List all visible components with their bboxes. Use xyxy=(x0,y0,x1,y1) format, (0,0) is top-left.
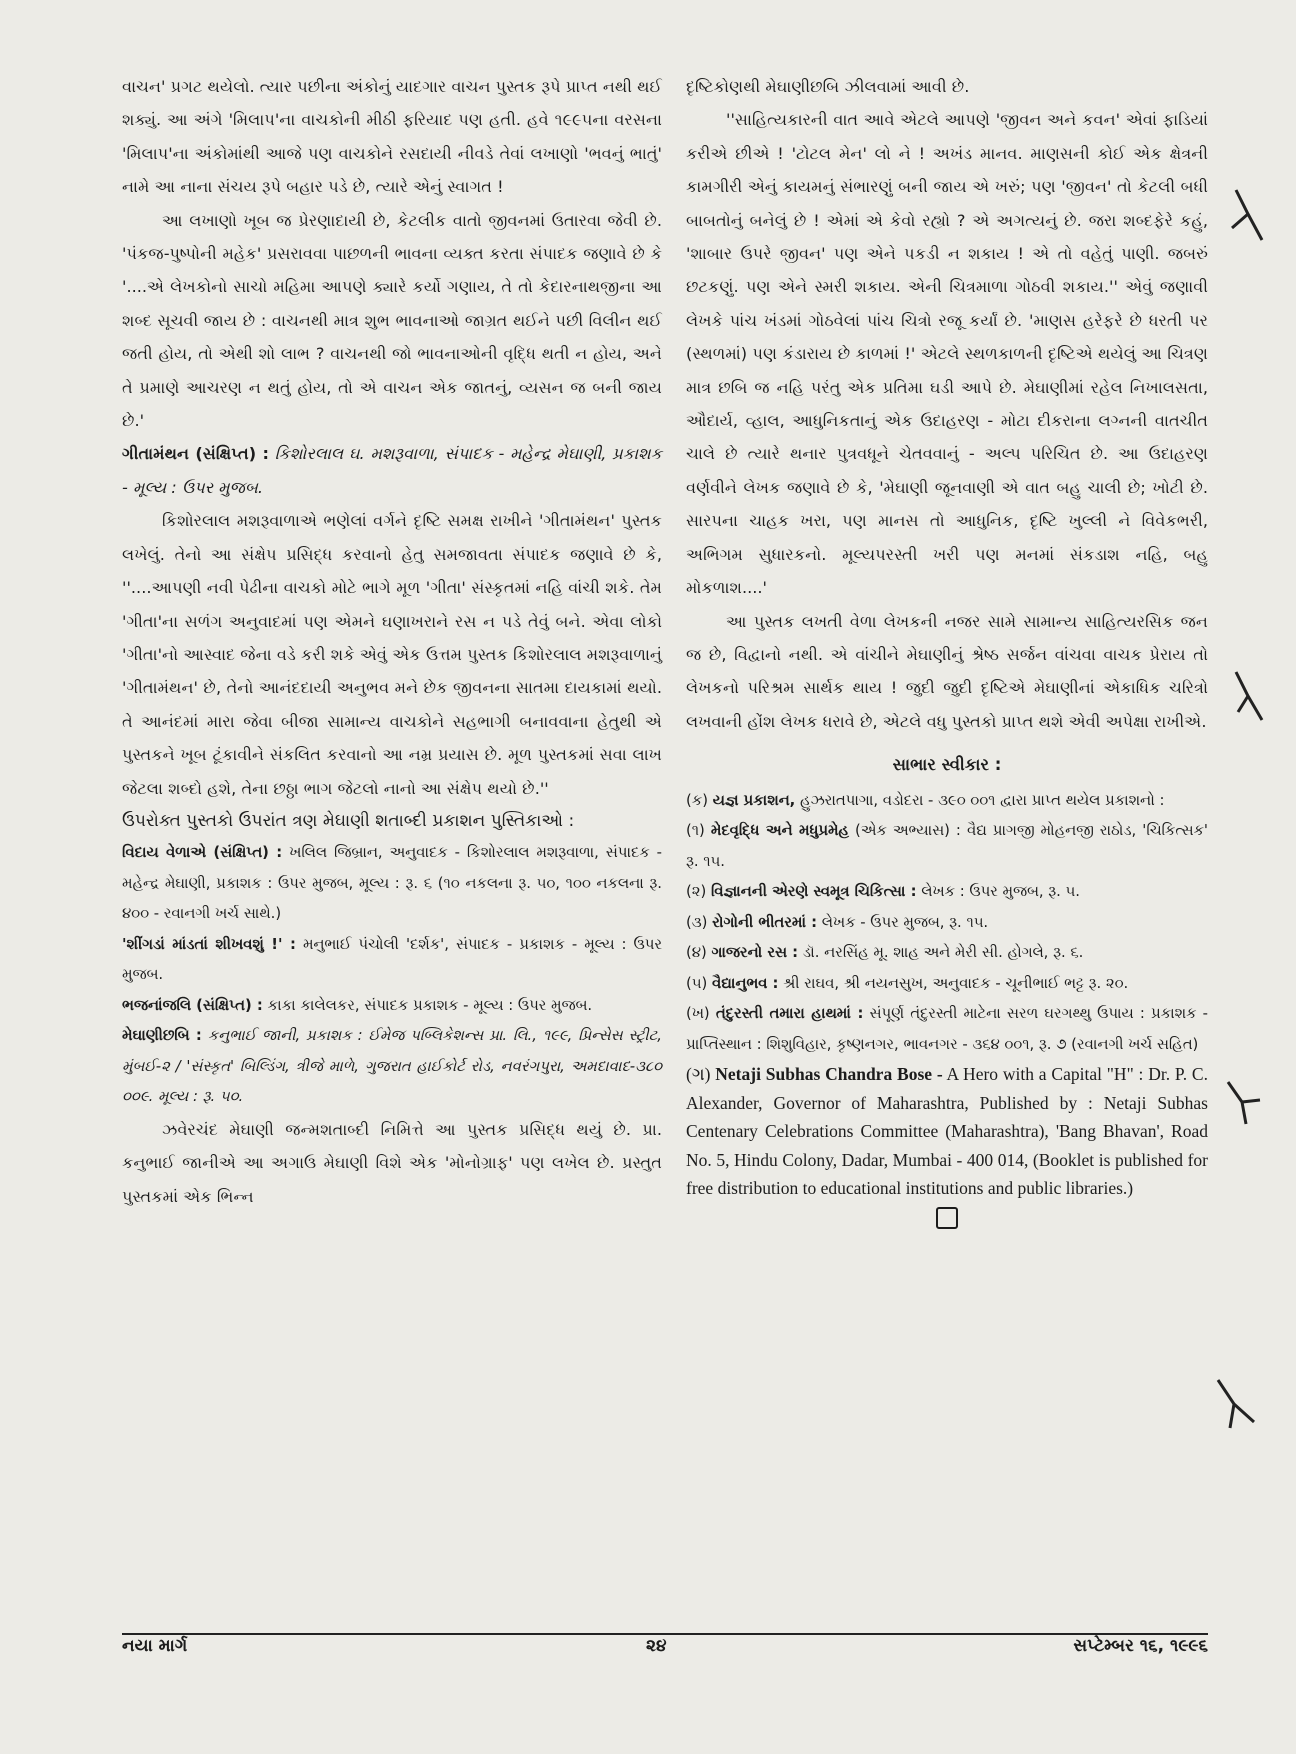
acknowledgement-entry xyxy=(686,1060,1208,1203)
item-number: (૩) xyxy=(686,913,713,931)
item-number: (૫) xyxy=(686,974,712,992)
entry-marker: (ખ) xyxy=(686,1005,716,1023)
paragraph: દૃષ્ટિકોણથી મેઘાણીછબિ ઝીલવામાં આવી છે. xyxy=(686,77,970,96)
item-number: (૨) xyxy=(686,883,711,901)
entry-details: સંપૂર્ણ તંદુરસ્તી માટેના સરળ ઘરગથ્થુ ઉપાય : પ્રકાશક - પ્રાપ્તિસ્થાન : શિશુવિહાર, કૃષ્ણનગર, ભાવનગર - ૩૬૪ ૦૦૧, રૂ. ૭ (રવાનગી ખર્ચ સહિત) xyxy=(686,1005,1208,1053)
acknowledgement-item xyxy=(686,816,1208,877)
book-title: મેઘાણીછબિ : xyxy=(122,1027,202,1045)
hollow-square-icon xyxy=(936,1207,958,1229)
book-details: કનુભાઈ જાની, પ્રકાશક : ઈમેજ પબ્લિકેશન્સ પ્રા. લિ., ૧૯૯, પ્રિન્સેસ સ્ટ્રીટ, મુંબઈ-૨ / 'સંસ્કૃત' બિલ્ડિંગ, ત્રીજે માળે, ગુજરાત હાઈકોર્ટ રોડ, નવરંગપુરા, અમદાવાદ-૩૮૦ ૦૦૯. મૂલ્ય : રૂ. ૫૦. xyxy=(122,1027,662,1106)
entry-details: હુઝરાતપાગા, વડોદરા - ૩૯૦ ૦૦૧ દ્વારા પ્રાપ્ત થયેલ પ્રકાશનો : xyxy=(795,791,1165,809)
book-title: રોગોની ભીતરમાં : xyxy=(712,913,818,931)
paragraph: આ લખાણો ખૂબ જ પ્રેરણાદાયી છે, કેટલીક વાતો જીવનમાં ઉતારવા જેવી છે. 'પંકજ-પુષ્પોની મહેક' પ્રસરાવવા પાછળની ભાવના વ્યક્ત કરતા સંપાદક જણાવે છે કે '....એ લેખકોનો સાચો મહિમા આપણે ક્યારે કર્યો ગણાય, તે તો કેદારનાથજીના આ શબ્દ સૂચવી જાય છે : વાચનથી માત્ર શુભ ભાવનાઓ જાગ્રત થઈને પછી વિલીન થઈ જતી હોય, તો એથી શો લાભ ? વાચનથી જો ભાવનાઓની વૃદ્ધિ થતી ન હોય, અને તે પ્રમાણે આચરણ ન થતું હોય, તો એ વાચન એક જાતનું, વ્યસન જ બની જાય છે.' xyxy=(122,210,662,431)
book-title: વૈદ્યાનુભવ : xyxy=(711,974,779,992)
book-details: મનુભાઈ પંચોલી 'દર્શક', સંપાદક - પ્રકાશક - મૂલ્ય : ઉપર મુજબ. xyxy=(122,935,662,984)
left-column xyxy=(122,70,662,1213)
book-details: કિશોરલાલ ઘ. મશરૂવાળા, સંપાદક - મહેન્દ્ર મેઘાણી, પ્રકાશક - મૂલ્ય : ઉપર મુજબ. xyxy=(122,444,662,497)
footer-date: સપ્ટેમ્બર ૧૬, ૧૯૯૬ xyxy=(1073,1636,1208,1656)
footer-publication: નયા માર્ગ xyxy=(122,1636,188,1656)
book-title: ગીતામંથન (સંક્ષિપ્ત) : xyxy=(122,444,269,464)
binding-mark-icon xyxy=(1232,668,1268,728)
book-entry xyxy=(122,1021,662,1113)
binding-mark-icon xyxy=(1224,1080,1264,1130)
acknowledgement-item xyxy=(686,969,1208,1000)
acknowledgement-item xyxy=(686,938,1208,969)
page-number: ૨૪ xyxy=(646,1636,667,1656)
paragraph: આ પુસ્તક લખતી વેળા લેખકની નજર સામે સામાન્ય સાહિત્યરસિક જન જ છે, વિદ્વાનો નથી. એ વાંચીને મેઘાણીનું શ્રેષ્ઠ સર્જન વાંચવા વાચક પ્રેરાય તો લેખકનો પરિશ્રમ સાર્થક થાય ! જુદી જુદી દૃષ્ટિએ મેઘાણીનાં એકાધિક ચરિત્રો લખવાની હોંશ લેખક ધરાવે છે, એટલે વધુ પુસ્તકો પ્રાપ્ત થશે એવી અપેક્ષા રાખીએ. xyxy=(686,611,1208,731)
entry-marker: (ગ) xyxy=(686,1064,716,1085)
book-details: કાકા કાલેલકર, સંપાદક પ્રકાશક - મૂલ્ય : ઉપર મુજબ. xyxy=(262,996,593,1014)
item-number: (૧) xyxy=(686,822,711,840)
book-details: ડૉ. નરસિંહ મૂ. શાહ અને મેરી સી. હોગલે, રૂ. ૬. xyxy=(798,944,1084,962)
acknowledgement-item xyxy=(686,877,1208,908)
book-entry xyxy=(122,930,662,991)
acknowledgement-entry xyxy=(686,786,1208,817)
book-title: વિજ્ઞાનની એરણે સ્વમૂત્ર ચિકિત્સા : xyxy=(710,883,917,901)
paragraph: ઝવેરચંદ મેઘાણી જન્મશતાબ્દી નિમિત્તે આ પુસ્તક પ્રસિદ્ધ થયું છે. પ્રા. કનુભાઈ જાનીએ આ અગાઉ મેઘાણી વિશે એક 'મોનોગ્રાફ' પણ લખેલ છે. પ્રસ્તુત પુસ્તકમાં એક ભિન્ન xyxy=(122,1119,662,1206)
book-details: શ્રી રાઘવ, શ્રી નયનસુખ, અનુવાદક - ચૂનીભાઈ ભટ્ટ રૂ. ૨૦. xyxy=(778,974,1129,992)
book-title: ભજનાંજલિ (સંક્ષિપ્ત) : xyxy=(122,996,263,1014)
book-details: લેખક - ઉપર મુજબ, રૂ. ૧૫. xyxy=(817,913,989,931)
book-title: તંદુરસ્તી તમારા હાથમાં : xyxy=(715,1005,864,1023)
publisher-name: યજ્ઞ પ્રકાશન, xyxy=(712,791,796,809)
acknowledgement-entry xyxy=(686,999,1208,1060)
paragraph: ઉપરોક્ત પુસ્તકો ઉપરાંત ત્રણ મેઘાણી શતાબ્દી પ્રકાશન પુસ્તિકાઓ : xyxy=(122,810,575,831)
paragraph: વાચન' પ્રગટ થયેલો. ત્યાર પછીના અંકોનું યાદગાર વાચન પુસ્તક રૂપે પ્રાપ્ત નથી થઈ શક્યું. આ અંગે 'મિલાપ'ના વાચકોની મીઠી ફરિયાદ પણ હતી. હવે ૧૯૯૫ના વરસના 'મિલાપ'ના અંકોમાંથી આજે પણ વાચકોને રસદાયી નીવડે તેવાં લખાણો 'ભવનું ભાતું' નામે આ નાના સંચય રૂપે બહાર પડે છે, ત્યારે એનું સ્વાગત ! xyxy=(122,77,663,197)
section-heading: સાભાર સ્વીકાર : xyxy=(892,755,1002,775)
binding-mark-icon xyxy=(1214,1378,1260,1434)
right-column xyxy=(686,70,1208,1229)
book-details: લેખક : ઉપર મુજબ, રૂ. ૫. xyxy=(916,883,1080,901)
book-title: Netaji Subhas Chandra Bose - xyxy=(715,1064,943,1085)
book-title: 'શીંગડાં માંડતાં શીખવશું !' : xyxy=(122,935,296,953)
book-entry xyxy=(122,437,662,504)
book-title: મેદવૃદ્ધિ અને મધુપ્રમેહ xyxy=(710,822,849,840)
binding-mark-icon xyxy=(1228,188,1268,248)
item-number: (૪) xyxy=(686,944,712,962)
footer-rule xyxy=(122,1633,1208,1635)
acknowledgement-list xyxy=(686,816,1208,999)
book-details: (એક અભ્યાસ) : વૈદ્ય પ્રાગજી મોહનજી રાઠોડ, 'ચિકિત્સક' રૂ. ૧૫. xyxy=(686,822,1209,870)
paragraph: કિશોરલાલ મશરૂવાળાએ ભણેલાં વર્ગને દૃષ્ટિ સમક્ષ રાખીને 'ગીતામંથન' પુસ્તક લખેલું. તેનો આ સંક્ષેપ પ્રસિદ્ધ કરવાનો હેતુ સમજાવતા સંપાદક જણાવે છે કે, ''....આપણી નવી પેઢીના વાચકો મોટે ભાગે મૂળ 'ગીતા' સંસ્કૃતમાં નહિ વાંચી શકે. તેમ 'ગીતા'ના સળંગ અનુવાદમાં પણ એમને ઘણાખરાને રસ ન પડે તેવું બને. એવા લોકો 'ગીતા'નો આસ્વાદ જેના વડે કરી શકે એવું એક ઉત્તમ પુસ્તક કિશોરલાલ મશરૂવાળાનું 'ગીતામંથન' છે, તેનો આનંદદાયી અનુભવ મને છેક જીવનના સાતમા દાયકામાં થયો. તે આનંદમાં મારા જેવા બીજા સામાન્ય વાચકોને સહભાગી બનાવવાના હેતુથી એ પુસ્તકને ખૂબ ટૂંકાવીને સંકલિત કરવાનો આ નમ્ર પ્રયાસ છે. મૂળ પુસ્તકમાં સવા લાખ જેટલા શબ્દો હશે, તેના છઠ્ઠા ભાગ જેટલો નાનો આ સંક્ષેપ થયો છે.'' xyxy=(122,511,662,798)
book-details: ખલિલ જિબ્રાન, અનુવાદક - કિશોરલાલ મશરૂવાળા, સંપાદક - મહેન્દ્ર મેઘાણી, પ્રકાશક : ઉપર મુજબ, મૂલ્ય : રૂ. ૬ (૧૦ નકલના રૂ. ૫૦, ૧૦૦ નકલના રૂ. ૪૦૦ - રવાનગી ખર્ચ સાથે.) xyxy=(122,844,662,923)
entry-details: A Hero with a Capital "H" : Dr. P. C. Alexander, Governor of Maharashtra, Published by : Netaji Subhas Centenary Celebrations Committee (Maharashtra), 'Bang Bhavan', Road No. 5, Hindu Colony, Dadar, Mumbai - 400 014, (Booklet is published for free distribution to educational institutions and public libraries.) xyxy=(686,1064,1208,1199)
book-title: ગાજરનો રસ : xyxy=(711,944,799,962)
entry-marker: (ક) xyxy=(686,791,713,809)
book-entry xyxy=(122,991,662,1022)
paragraph: ''સાહિત્યકારની વાત આવે એટલે આપણે 'જીવન અને કવન' એવાં ફાડિયાં કરીએ છીએ ! 'ટોટલ મેન' લો ને ! અખંડ માનવ. માણસની કોઈ એક ક્ષેત્રની કામગીરી એનું કાયમનું સંભારણું બની જાય એ ખરું; પણ 'જીવન' તો કેટલી બધી બાબતોનું બનેલું છે ! એમાં એ કેવો રહ્યો ? એ અગત્યનું છે. જરા શબ્દફેરે કહું, 'શાબાર ઉપરે જીવન' પણ એને પકડી ન શકાય ! એ તો વહેતું પાણી. જબરું છટકણું. પણ એને સ્મરી શકાય. એની ચિત્રમાળા ગોઠવી શકાય.'' એવું જણાવી લેખકે પાંચ ખંડમાં ગોઠવેલાં પાંચ ચિત્રો રજૂ કર્યાં છે. 'માણસ હરેફરે છે ધરતી પર (સ્થળમાં) પણ કંડારાય છે કાળમાં !' એટલે સ્થળકાળની દૃષ્ટિએ થયેલું આ ચિત્રણ માત્ર છબિ જ નહિ પરંતુ એક પ્રતિમા ઘડી આપે છે. મેઘાણીમાં રહેલ નિખાલસતા, ઔદાર્ય, વ્હાલ, આધુનિકતાનું એક ઉદાહરણ - મોટા દીકરાના લગ્નની વાતચીત ચાલે છે ત્યારે થનાર પુત્રવધૂને ચેતવવાનું - અલ્પ પરિચિત છે. આ ઉદાહરણ વર્ણવીને લેખક જણાવે છે કે, 'મેઘાણી જૂનવાણી એ વાત બહુ ચાલી છે; ખોટી છે. સારપના ચાહક ખરા, પણ માનસ તો આધુનિક, દૃષ્ટિ ખુલ્લી ને વિવેકભરી, અભિગમ સુધારકનો. મૂલ્યપરસ્તી ખરી પણ મનમાં સંકડાશ નહિ, બહુ મોકળાશ....' xyxy=(686,110,1208,598)
acknowledgement-item xyxy=(686,908,1208,939)
book-title: વિદાય વેળાએ (સંક્ષિપ્ત) : xyxy=(122,844,283,862)
book-entry xyxy=(122,838,662,930)
